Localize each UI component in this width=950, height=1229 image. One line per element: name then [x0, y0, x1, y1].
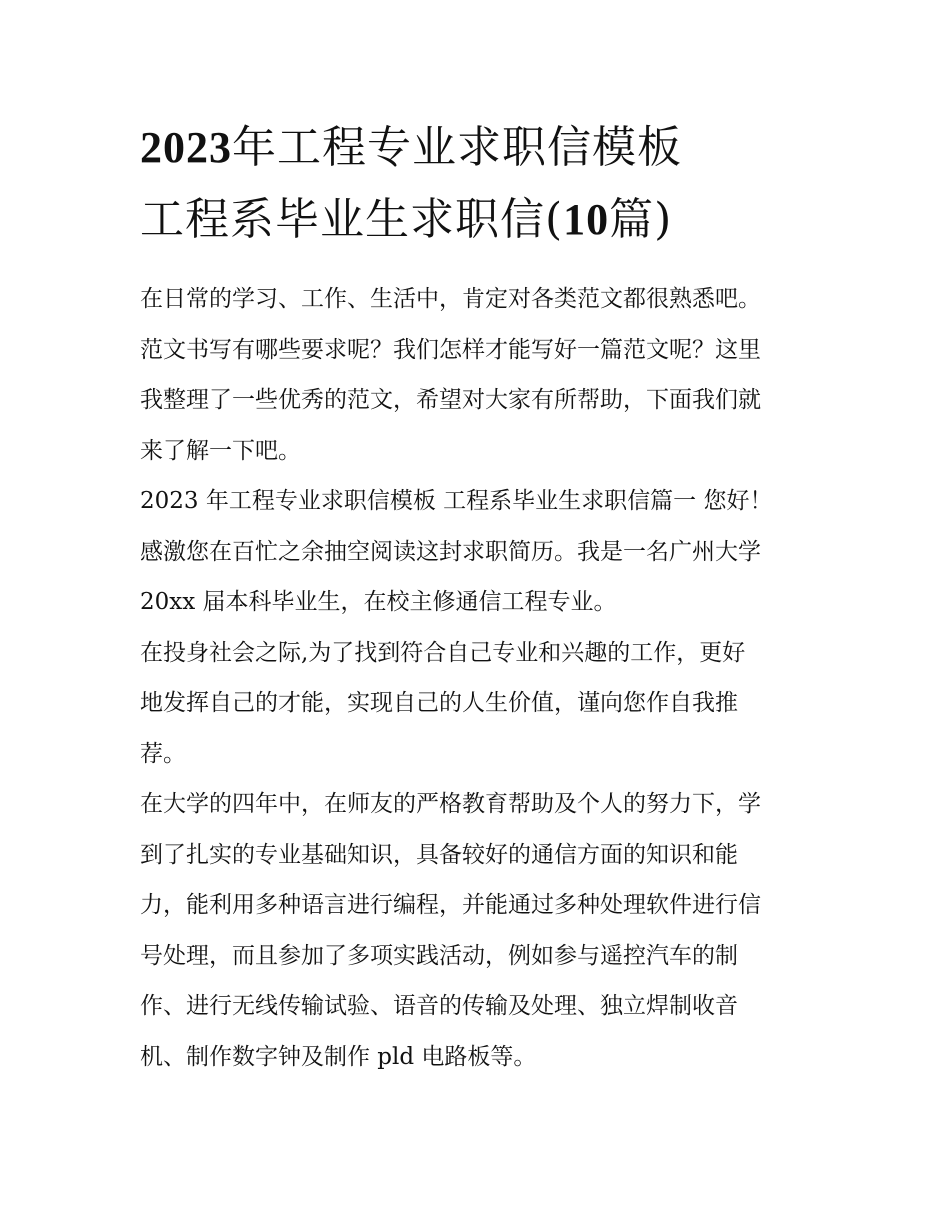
paragraph-line: 来了解一下吧。 — [140, 437, 301, 464]
title-count: 10 — [563, 195, 610, 244]
document-page — [140, 112, 820, 1082]
paragraph-line: 感激您在百忙之余抽空阅读这封求职简历。我是一名广州大学 — [140, 538, 761, 565]
paragraph-experience — [140, 779, 820, 1082]
document-body — [140, 274, 820, 1082]
paragraph-line: 荐。 — [140, 740, 186, 767]
paragraph-intro — [140, 274, 820, 476]
paragraph-line: 作、进行无线传输试验、语音的传输及处理、独立焊制收音 — [140, 993, 738, 1019]
paragraph-line: 到了扎实的专业基础知识，具备较好的通信方面的知识和能 — [140, 841, 738, 868]
paragraph-line: 在大学的四年中，在师友的严格教育帮助及个人的努力下，学 — [140, 791, 761, 817]
title-line-2 — [140, 184, 820, 256]
title-line-2-text-b: 篇) — [609, 194, 673, 245]
paragraph-line: 范文书写有哪些要求呢？我们怎样才能写好一篇范文呢？这里 — [140, 336, 761, 363]
paragraph-line: 在投身社会之际,为了找到符合自己专业和兴趣的工作，更好 — [140, 639, 746, 666]
paragraph-purpose — [140, 628, 820, 780]
document-title — [140, 112, 820, 256]
paragraph-line: 2023 年工程专业求职信模板 工程系毕业生求职信篇一 您好！ — [140, 488, 773, 514]
paragraph-line: 我整理了一些优秀的范文，希望对大家有所帮助，下面我们就 — [140, 387, 761, 413]
paragraph-line: 力，能利用多种语言进行编程，并能通过多种处理软件进行信 — [140, 892, 761, 918]
title-line-1 — [140, 112, 820, 184]
paragraph-line: 号处理，而且参加了多项实践活动，例如参与遥控汽车的制 — [140, 942, 738, 969]
title-line-1-text: 年工程专业求职信模板 — [232, 122, 682, 173]
paragraph-line: 在日常的学习、工作、生活中，肯定对各类范文都很熟悉吧。 — [140, 286, 761, 312]
paragraph-line: 机、制作数字钟及制作 pld 电路板等。 — [140, 1043, 537, 1070]
paragraph-greeting — [140, 476, 820, 628]
title-year: 2023 — [140, 123, 232, 172]
paragraph-line: 地发挥自己的才能，实现自己的人生价值，谨向您作自我推 — [140, 690, 738, 716]
paragraph-line: 20xx 届本科毕业生，在校主修通信工程专业。 — [140, 589, 617, 615]
title-line-2-text-a: 工程系毕业生求职信( — [140, 194, 564, 245]
